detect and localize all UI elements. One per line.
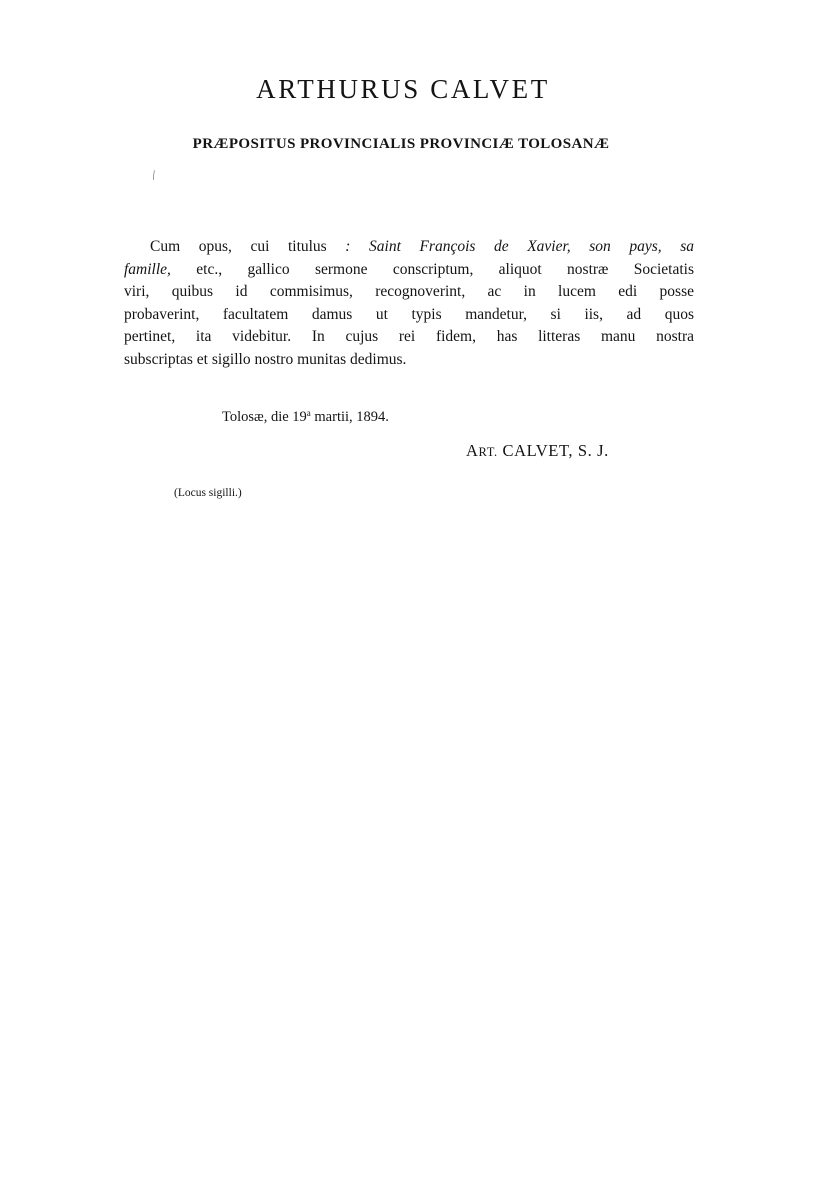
paragraph-line: pertinet, ita videbitur. In cujus rei fidem, has litteras manu nostra xyxy=(124,328,694,346)
book-title-italic: famille, xyxy=(124,260,171,278)
page-title: ARTHURUS CALVET xyxy=(256,74,550,104)
page-subtitle: PRÆPOSITUS PROVINCIALIS PROVINCIÆ TOLOSANÆ xyxy=(192,136,610,152)
paragraph-line: probaverint, facultatem damus ut typis mandetur, si iis, ad quos xyxy=(124,305,694,323)
stray-mark: ⁄ xyxy=(149,168,159,182)
line-text: etc., gallico sermone conscriptum, aliquot nostræ Societatis xyxy=(170,260,694,278)
date-suffix: martii, 1894. xyxy=(310,409,389,425)
paragraph-line xyxy=(124,236,694,259)
book-title-italic: : Saint François de Xavier, son pays, sa xyxy=(345,238,694,255)
approval-paragraph xyxy=(124,236,694,372)
paragraph-line: viri, quibus id commisimus, recognoverint, ac in lucem edi posse xyxy=(124,283,694,301)
paragraph-line: subscriptas et sigillo nostro munitas dedimus. xyxy=(124,350,407,368)
date-line xyxy=(222,408,389,426)
date-prefix: Tolosæ, die 19 xyxy=(222,409,307,425)
line-text: Cum opus, cui titulus xyxy=(150,238,346,255)
signature-small-caps: RT. xyxy=(478,445,498,459)
paragraph-line xyxy=(124,259,694,282)
seal-note: (Locus sigilli.) xyxy=(174,487,242,499)
signature xyxy=(466,441,609,461)
signature-initial: A xyxy=(466,441,479,460)
signature-rest: CALVET, S. J. xyxy=(497,441,609,460)
date-superscript: a xyxy=(306,408,311,418)
